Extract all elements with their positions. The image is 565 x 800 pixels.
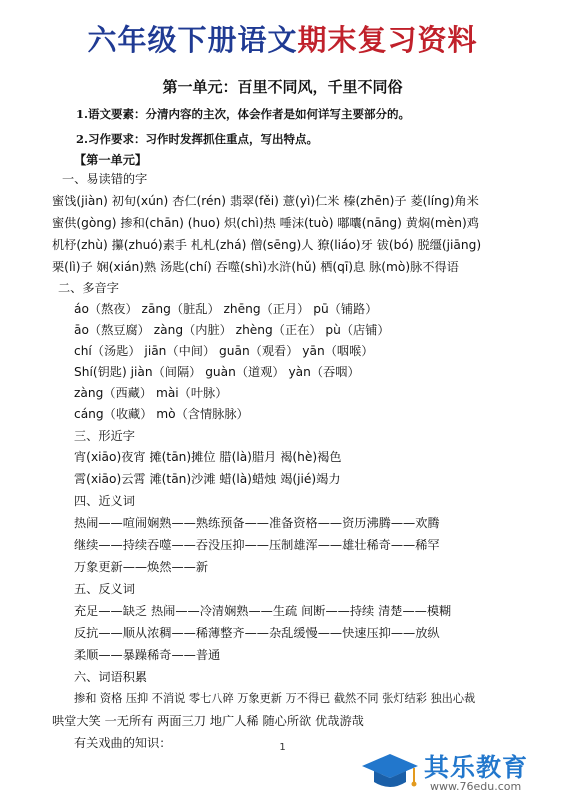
section-6-heading: 六、词语积累 — [74, 670, 148, 684]
requirement-2: 2.习作要求：习作时发挥抓住重点，写出特点。 — [76, 132, 319, 146]
requirement-1: 1.语文要素：分清内容的主次，体会作者是如何详写主要部分的。 — [76, 107, 411, 121]
section-3-line-1: 宵(xiāo)夜宵 摊(tān)摊位 腊(là)腊月 褐(hè)褐色 — [74, 450, 342, 464]
brand-name: 其乐教育 — [424, 753, 529, 782]
section-5-line-3: 柔顺——暴躁稀奇——普通 — [74, 648, 221, 662]
section-3-line-2: 霄(xiāo)云霄 滩(tān)沙滩 蜡(là)蜡烛 竭(jié)竭力 — [74, 472, 341, 486]
section-5-line-1: 充足——缺乏 热闹——冷清娴熟——生疏 间断——持续 清楚——模糊 — [74, 604, 452, 618]
section-3-heading: 三、形近字 — [74, 429, 135, 443]
unit-subtitle: 第一单元：百里不同风，千里不同俗 — [162, 78, 403, 96]
section-6-line-2: 哄堂大笑 一无所有 两面三刀 地广人稀 随心所欲 优哉游哉 — [52, 714, 364, 728]
unit-tag: 【第一单元】 — [74, 153, 148, 167]
section-4-line-3: 万象更新——焕然——新 — [74, 560, 209, 574]
section-4-line-1: 热闹——喧闹娴熟——熟练预备——准备资格——资历沸腾——欢腾 — [74, 516, 440, 530]
section-4-heading: 四、近义词 — [74, 494, 135, 508]
section-2-line-2: āo（熬豆腐） zàng（内脏） zhèng（正在） pù（店铺） — [74, 323, 390, 337]
section-1-line-3: 机杼(zhù) 攥(zhuó)素手 札札(zhá) 僧(sēng)人 獠(liáo)牙 钹(bó) 脱缰(jiāng) — [52, 238, 482, 252]
page-title-part2: 期末复习资料 — [297, 23, 478, 57]
section-2-line-6: cáng（收藏） mò（含情脉脉） — [74, 407, 249, 421]
section-2-line-5: zàng（西藏） mài（叶脉） — [74, 386, 228, 400]
section-2-line-4: Shí(钥匙) jiàn（间隔） guàn（道观） yàn（吞咽） — [74, 365, 360, 379]
section-1-line-4: 栗(lì)子 娴(xián)熟 汤匙(chí) 吞噬(shì)水浒(hǔ) 栖(qī)息 脉(mò)脉不得语 — [52, 260, 459, 274]
section-5-line-2: 反抗——顺从浓稠——稀薄整齐——杂乱缓慢——快速压抑——放纵 — [74, 626, 440, 640]
brand-url: www.76edu.com — [430, 780, 522, 793]
section-1-line-2: 蜜供(gòng) 掺和(chān) (huo) 炽(chì)热 唾沫(tuò) 嘟囔(nāng) 黄焖(mèn)鸡 — [52, 216, 479, 230]
page-number: 1 — [279, 742, 286, 753]
page-title-part1: 六年级下册语文 — [87, 23, 298, 57]
section-1-heading: 一、易读错的字 — [62, 172, 148, 186]
section-2-line-3: chí（汤匙） jiān（中间） guān（观看） yān（咽喉） — [74, 344, 374, 358]
page-title — [0, 18, 565, 59]
graduation-cap-icon — [360, 750, 420, 794]
section-1-line-1: 蜜饯(jiàn) 初旬(xún) 杏仁(rén) 翡翠(fěi) 薏(yì)仁米 榛(zhēn)子 菱(líng)角米 — [52, 194, 479, 208]
section-6-line-1: 掺和 资格 压抑 不消说 零七八碎 万象更新 万不得已 截然不同 张灯结彩 独出心裁 — [74, 692, 476, 705]
section-2-heading: 二、多音字 — [58, 281, 119, 295]
section-5-heading: 五、反义词 — [74, 582, 135, 596]
section-6-line-3: 有关戏曲的知识： — [74, 736, 172, 750]
brand-logo — [360, 748, 562, 796]
section-2-line-1: áo（熬夜） zāng（脏乱） zhēng（正月） pū（铺路） — [74, 302, 378, 316]
section-4-line-2: 继续——持续吞噬——吞没压抑——压制雄浑——雄壮稀奇——稀罕 — [74, 538, 440, 552]
